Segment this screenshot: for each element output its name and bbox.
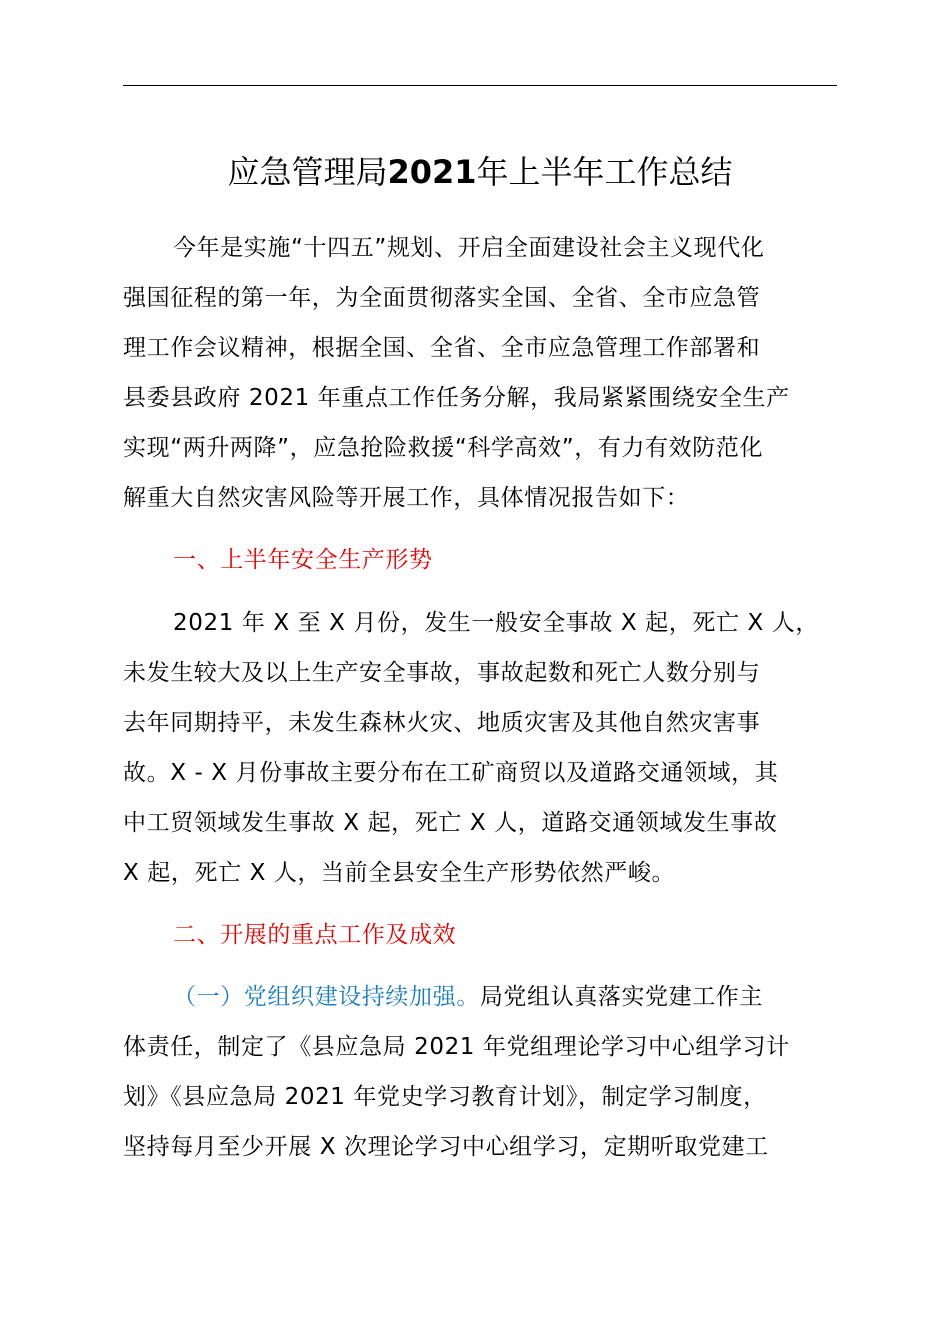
section1-line-4: 故。X - X 月份事故主要分布在工矿商贸以及道路交通领域，其 xyxy=(123,760,779,786)
section1-line-1: 2021 年 X 至 X 月份，发生一般安全事故 X 起，死亡 X 人， xyxy=(173,610,819,636)
intro-line-4: 县委县政府 2021 年重点工作任务分解，我局紧紧围绕安全生产 xyxy=(123,385,790,411)
section1-line-5: 中工贸领域发生事故 X 起，死亡 X 人，道路交通领域发生事故 xyxy=(123,810,778,836)
intro-line-1: 今年是实施“十四五”规划、开启全面建设社会主义现代化 xyxy=(173,235,765,261)
subsection1-line-4: 坚持每月至少开展 X 次理论学习中心组学习，定期听取党建工 xyxy=(123,1134,769,1160)
intro-line-3: 理工作会议精神，根据全国、全省、全市应急管理工作部署和 xyxy=(123,335,761,361)
section1-heading: 一、上半年安全生产形势 xyxy=(173,547,433,573)
subsection1-line-2: 体责任，制定了《县应急局 2021 年党组理论学习中心组学习计 xyxy=(123,1034,790,1060)
subsection1-first-line xyxy=(173,980,893,1014)
header-rule xyxy=(123,85,837,86)
section1-line-2: 未发生较大及以上生产安全事故，事故起数和死亡人数分别与 xyxy=(123,660,761,686)
title-prefix: 应急管理局 xyxy=(227,153,388,191)
section2-heading: 二、开展的重点工作及成效 xyxy=(173,922,457,948)
document-title xyxy=(123,148,837,196)
intro-line-2: 强国征程的第一年，为全面贯彻落实全国、全省、全市应急管 xyxy=(123,285,761,311)
subsection1-heading: （一）党组织建设持续加强。 xyxy=(173,984,480,1010)
intro-line-5: 实现“两升两降”，应急抢险救援“科学高效”，有力有效防范化 xyxy=(123,435,764,461)
title-suffix: 年上半年工作总结 xyxy=(476,153,733,191)
intro-line-6: 解重大自然灾害风险等开展工作，具体情况报告如下： xyxy=(123,485,690,511)
section1-line-3: 去年同期持平，未发生森林火灾、地质灾害及其他自然灾害事 xyxy=(123,710,761,736)
subsection1-first-line-rest: 局党组认真落实党建工作主 xyxy=(479,984,764,1010)
subsection1-line-3: 划》《县应急局 2021 年党史学习教育计划》，制定学习制度， xyxy=(123,1084,767,1110)
title-year: 2021 xyxy=(387,153,477,191)
section1-line-6: X 起，死亡 X 人，当前全县安全生产形势依然严峻。 xyxy=(123,860,676,886)
